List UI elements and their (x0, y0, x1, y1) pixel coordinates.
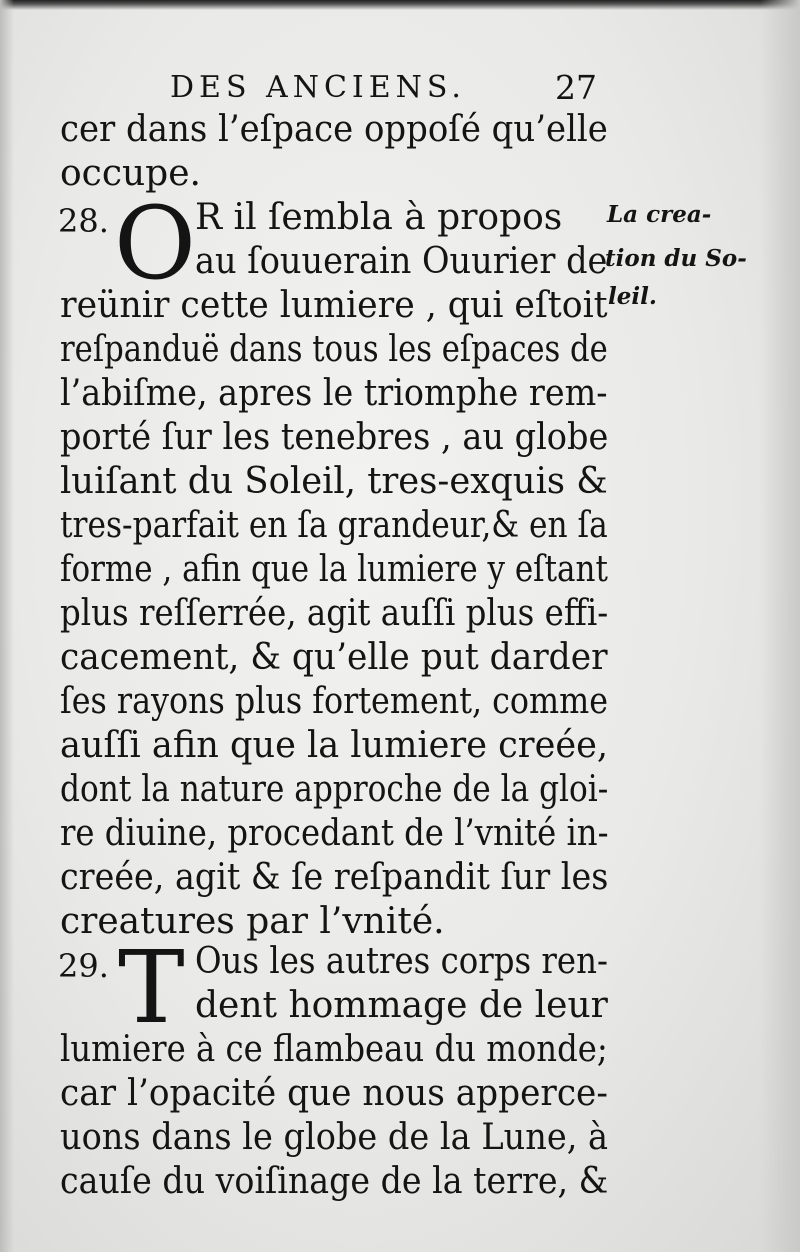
text-line: dont la nature approche de la gloi- (60, 769, 609, 810)
text-line: cacement, & qu’elle put darder (60, 637, 608, 678)
text-line: plus reſſerrée, agit auſſi plus effi- (60, 593, 609, 634)
text-line: Ous les autres corps ren- (195, 941, 608, 982)
margin-note-line: tion du So- (605, 245, 747, 272)
text-line: l’abiſme, apres le triomphe rem- (60, 373, 608, 414)
text-line: uons dans le globe de la Lune, à (60, 1117, 609, 1158)
page-left-edge (0, 0, 14, 1252)
drop-cap: O (114, 185, 196, 302)
text-line: car l’opacité que nous apperce- (60, 1073, 608, 1114)
text-line: re diuine, procedant de l’vnité in- (60, 813, 609, 854)
text-line: ſes rayons plus fortement, comme (60, 681, 609, 722)
text-line: reſpanduë dans tous les eſpaces de (60, 329, 608, 370)
text-line: R il ſembla à propos (195, 197, 563, 238)
text-line: tres-parfait en ſa grandeur,& en ſa (60, 505, 608, 546)
text-line: creatures par l’vnité. (60, 901, 445, 942)
page-number: 27 (555, 68, 597, 107)
drop-cap: T (118, 929, 185, 1046)
text-line: cauſe du voiſinage de la terre, & (60, 1161, 609, 1202)
page-top-shadow (0, 0, 800, 10)
paragraph-number: 28. (58, 202, 109, 240)
text-line: au ſouuerain Ouurier de (195, 241, 608, 282)
text-line: auſſi afin que la lumiere creée, (60, 725, 609, 766)
text-line: dent hommage de leur (195, 985, 608, 1026)
text-line: porté ſur les tenebres , au globe (60, 417, 609, 458)
running-title: DES ANCIENS. (170, 70, 466, 105)
text-line: occupe. (60, 153, 201, 194)
margin-note-line: leil. (608, 283, 657, 310)
text-line: cer dans l’eſpace oppoſé qu’elle (60, 109, 608, 150)
text-line: lumiere à ce flambeau du monde; (60, 1029, 608, 1070)
page-right-edge (760, 0, 800, 1252)
text-line: luiſant du Soleil, tres-exquis & (60, 461, 608, 502)
text-line: forme , afin que la lumiere y eſtant (60, 549, 608, 590)
text-line: creée, agit & ſe reſpandit ſur les (60, 857, 609, 898)
paragraph-number: 29. (58, 947, 109, 985)
margin-note-line: La crea- (607, 201, 712, 228)
text-line: reünir cette lumiere , qui eſtoit (60, 285, 608, 326)
